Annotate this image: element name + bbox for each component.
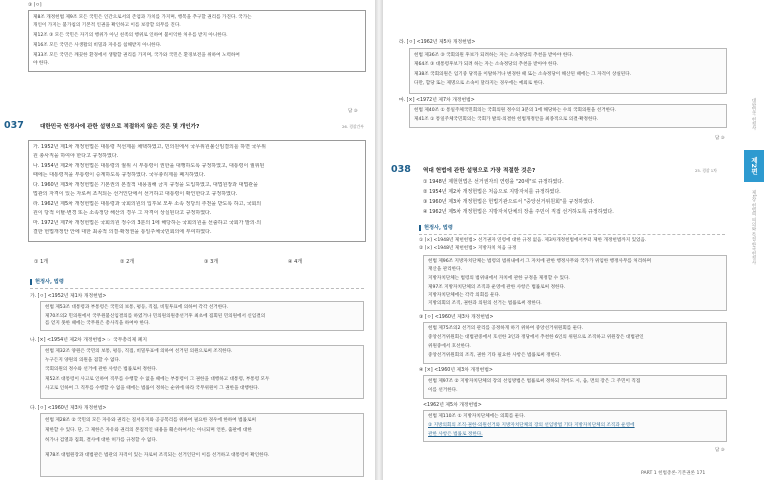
note-ma: 마. [×] <1972년 제7차 개정헌법> xyxy=(399,98,475,103)
law-line: 지방자치단체는 법령의 범위내에서 자치에 관한 규정을 제정할 수 있다. xyxy=(428,276,570,281)
left-page xyxy=(0,0,375,480)
page-gutter xyxy=(375,0,383,480)
section-title xyxy=(419,224,453,231)
law-line: 헌법 제110조 ① 지방자치단체에는 의회를 둔다. xyxy=(428,414,526,419)
law-line: 허가나 검열과 집회, 결사에 대한 허가를 규정할 수 없다. xyxy=(45,438,158,443)
law-box-ga xyxy=(40,301,364,331)
law-line: 누구든지 양원의 의원을 겸할 수 없다. xyxy=(45,358,121,363)
law-line: 헌법 제40조 ① 통일주체국민회의는 국회의원 정수의 3분의 1에 해당하는 수의 국회의원을 선거한다. xyxy=(414,108,616,113)
note-1: ① [×] <1948년 제헌헌법> 선거권자 연령에 대한 규정 없음. 제3차개정헌법에서부터 제한 개정헌법까지 있었음. xyxy=(419,238,647,243)
option-2[interactable]: ② 2개 xyxy=(120,259,135,265)
law-line: 중앙선거위원회는 대법관중에서 호선한 3인과 정당에서 추천한 6인의 위원으로 조직하고 위원장은 대법관인 xyxy=(428,335,644,340)
section-title-text: 헌정사, 법령 xyxy=(35,279,64,285)
law-line: 제64조 ③ 대통령후보가 되려 하는 자는 소속정당의 추천을 받아야 한다. xyxy=(414,62,559,67)
question-text: 대한민국 헌정사에 관한 설명으로 적절하지 않은 것은 몇 개인가? xyxy=(40,124,200,130)
item-line: 때에는 대통령직을 부통령이 승계하도록 규정하였다. 국무총리제를 폐지하였다. xyxy=(33,172,206,178)
law-line: ② 지방의회의 조직·권한·의원선거와 지방자치단체의 장의 선임방법 기타 지방자치단체의 조직과 운영에 xyxy=(428,423,635,428)
section-bar xyxy=(419,225,421,231)
law-line: 헌법 제96조 지방자치단체는 법령의 범위내에서 그 자치에 관한 행정사무와 국가가 위임한 행정사무를 처리하며 xyxy=(428,259,652,264)
law-line: 제38조 국회의원은 임기중 당적을 이탈하거나 변경한 때 또는 소속정당이 해산된 때에는 그 자격이 상실된다. xyxy=(414,72,632,77)
option-1[interactable]: ① 1개 xyxy=(34,259,49,265)
note-2: ② [×] <1948년 제헌헌법> 지방자치 처음 규정 xyxy=(419,246,517,251)
law-line: 헌법 제53조 대통령과 부통령은 국민의 보통, 평등, 직접, 비밀투표에 의하여 각각 선거한다. xyxy=(45,305,229,310)
law-box-ma xyxy=(409,104,727,128)
law-line: 사고로 인하여 그 직무를 수행할 수 없을 때에는 법률이 정하는 순위에 따라 국무위원이 그 권한을 대행한다. xyxy=(45,386,260,391)
law-line: 지방의회의 조직, 권한과 의원의 선거는 법률로써 정한다. xyxy=(428,301,542,306)
note-ga: 가. [ㅇ] <1952년 제1차 개정헌법> xyxy=(30,294,107,299)
option-1[interactable]: ① 1948년 제헌헌법은 선거권자의 연령을 "20세"로 규정하였다. xyxy=(423,179,564,185)
law-line: 중앙선거위원회의 조직, 권한 기타 필요한 사항은 법률로써 정한다. xyxy=(428,353,561,358)
right-page xyxy=(383,0,775,480)
law-line: 제41조 ① 통일주체국민회의는 국회가 발의·의결한 헌법개정안을 최종적으로 의결·확정한다. xyxy=(414,117,599,122)
top-answer: ③ [ㅇ] xyxy=(28,3,42,8)
item-line: 다. 1960년 제3차 개정헌법은 기본권의 본질적 내용침해 금지 규정을 도입하였고, 대법원장과 대법관을 xyxy=(33,182,258,188)
law-line: 관한 사항은 법률로 정한다. xyxy=(428,432,483,437)
item-line: 원이 당적 이탈·변경 또는 소속정당 해산의 경우 그 자격이 상실된다고 규정하였다. xyxy=(33,210,212,216)
law-line: 다만, 합당 또는 제명으로 소속이 달라지는 경우에는 예외로 한다. xyxy=(414,81,544,86)
law-line: 헌법 제75조의2 선거의 관리를 공정하게 하기 위하여 중앙선거위원회를 둔다. xyxy=(428,326,584,331)
law-line: 제52조 대통령이 사고로 인하여 직무를 수행할 수 없을 때에는 부통령이 그 권한을 대행하고 대통령, 부통령 모두 xyxy=(45,377,270,382)
divider xyxy=(30,288,364,289)
law-line: 이를 선거한다. xyxy=(428,388,458,393)
note-4: ④ [×] <1960년 제3차 개정헌법> xyxy=(419,368,493,373)
law-line: 헌법 제97조 ② 지방자치단체의 장의 선임방법은 법률로써 정하되 적어도 시, 읍, 면의 장은 그 주민이 직접 xyxy=(428,379,641,384)
law-line: 제한할 수 있다. 단, 그 제한은 자유와 권리의 본질적인 내용을 훼손하여서는 아니되며 언론, 출판에 대한 xyxy=(45,428,252,433)
law-line: 제16조 모든 국민은 사생활의 비밀과 자유를 침해받지 아니한다. xyxy=(33,43,162,48)
section-title-text: 헌정사, 법령 xyxy=(424,225,453,231)
law-line: 제97조 지방자치단체의 조직과 운영에 관한 사항은 법률로써 정한다. xyxy=(428,285,566,290)
law-line: 개인이 가지는 불가침의 기본적 인권을 확인하고 이를 보장할 의무를 진다. xyxy=(33,23,181,28)
law-line: 제70조의2 민의원에서 국무원불신임결의를 하였거나 민의원의원총선거후 최초에 집회된 민의원에서 신임결의 xyxy=(45,314,266,319)
question-text: 역대 헌법에 관한 설명으로 가장 적절한 것은? xyxy=(423,168,536,174)
law-line: 지방자치단체에는 각각 의회를 둔다. xyxy=(428,293,501,298)
law-box-1 xyxy=(423,255,727,311)
question-items-box xyxy=(28,140,366,242)
item-line: 법관의 자격이 있는 자로써 조직되는 선거인단에서 선거하고 대통령이 확인한다고 규정하였다. xyxy=(33,191,238,197)
law-line: 제12조 ③ 모든 국민은 자기의 행위가 아닌 친족의 행위로 인하여 불이익한 처우를 받지 아니한다. xyxy=(33,33,228,38)
question-number: 038 xyxy=(391,164,411,175)
law-line: 국회의원의 정수와 선거에 관한 사항은 법률로써 정한다. xyxy=(45,367,158,372)
note-ra: 라. [ㅇ] <1962년 제5차 개정헌법> xyxy=(399,40,476,45)
item-line: 나. 1954년 제2차 개정헌법은 대통령의 궐위 시 부통령이 권한을 대행하도록 규정하였고, 대통령이 궐위된 xyxy=(33,163,265,169)
law-line: 를 얻지 못한 때에는 국무원은 총사직을 하여야 한다. xyxy=(45,321,150,326)
note-5: <1962년 제5차 개정헌법> xyxy=(423,403,482,408)
law-line: 재산을 관리한다. xyxy=(428,267,462,272)
law-line: 제8조 개정헌법 제9조 모든 국민은 인간으로서의 존엄과 가치를 가지며, 행복을 추구할 권리를 가진다. 국가는 xyxy=(33,15,252,20)
question-source: 25. 경찰 1차 xyxy=(695,168,717,173)
law-line: 헌법 제36조 ③ 국회의원 후보가 되려하는 자는 소속정당의 추천을 받아야 한다. xyxy=(414,53,574,58)
side-tab[interactable]: 제2편 xyxy=(744,150,764,182)
answer-mark: 답 ③ xyxy=(715,136,725,141)
law-box-top xyxy=(28,10,366,72)
section-bar xyxy=(30,279,32,285)
note-na: 나. [×] <1954년 제2차 개정헌법> ☞ 국무총리제 폐지 xyxy=(30,338,148,343)
question-number: 037 xyxy=(4,120,24,131)
option-4[interactable]: ④ 1962년 제5차 개정헌법은 지방자치단체의 장을 주민이 직접 선거하도록 규정하였다. xyxy=(423,209,614,215)
law-box-4 xyxy=(423,410,727,442)
law-line: 위원중에서 호선한다. xyxy=(428,344,471,349)
question-source: 26. 경찰간부 xyxy=(342,124,364,129)
law-line: 야 한다. xyxy=(33,61,50,66)
answer-mark: 답 ③ xyxy=(715,448,725,453)
note-3: ③ [ㅇ] <1960년 제3차 개정헌법> xyxy=(419,315,494,320)
option-3[interactable]: ③ 3개 xyxy=(204,259,219,265)
item-line: 결한 헌법개정안 안에 대한 최종적 의결·확정권을 통일주체국민회의에 부여하였다. xyxy=(33,229,212,235)
page-footer: PART 1 헌법총론·기본권론 171 xyxy=(641,471,706,476)
answer-mark: 답 ③ xyxy=(348,109,358,114)
item-line: 라. 1962년 제5차 개정헌법은 대통령과 국회의원의 입후보 모두 소속 정당의 추천을 받도록 하고, 국회의 xyxy=(33,201,262,207)
option-2[interactable]: ② 1954년 제2차 개정헌법은 처음으로 지방자치를 규정하였다. xyxy=(423,189,561,195)
item-line: 원 총사직을 하여야 한다고 규정하였다. xyxy=(33,153,119,159)
option-3[interactable]: ③ 1960년 제3차 개정헌법은 헌법기관으로서 "중앙선거위원회"를 규정하였다. xyxy=(423,199,595,205)
law-line: 헌법 제32조 양원은 국민의 보통, 평등, 직접, 비밀투표에 의하여 선거된 의원으로써 조직한다. xyxy=(45,349,233,354)
option-4[interactable]: ④ 4개 xyxy=(288,259,303,265)
law-box-na xyxy=(40,345,364,399)
item-line: 가. 1952년 제1차 개정헌법은 대통령 직선제를 채택하였고, 민의원에서 국무위원불신임결의를 하면 국무위 xyxy=(33,144,267,150)
law-line: 제33조 모든 국민은 깨끗한 환경에서 생활할 권리를 가지며, 국가와 국민은 환경보전을 위하여 노력하여 xyxy=(33,53,240,58)
side-label-top: 대한민국 헌정사 xyxy=(751,98,756,131)
item-line: 마. 1972년 제7차 개정헌법은 국회의원 정수의 3분의 1에 해당하는 국회의원을 선출하고 국회가 발의·의 xyxy=(33,220,262,226)
law-box-ra xyxy=(409,48,727,94)
side-label-lower: 제1장 헌법의 의의와 특질·한국헌정사 xyxy=(751,190,756,265)
section-title xyxy=(30,278,64,285)
note-da: 다. [ㅇ] <1960년 제3차 개정헌법> xyxy=(30,406,107,411)
law-box-3 xyxy=(423,375,727,399)
law-box-da xyxy=(40,413,364,477)
law-box-2 xyxy=(423,322,727,364)
divider xyxy=(419,234,725,235)
law-line: 제78조 대법원장과 대법관은 법관의 자격이 있는 자로써 조직되는 선거인단이 이를 선거하고 대통령이 확인한다. xyxy=(45,453,270,458)
law-line: 헌법 제28조 ② 국민의 모든 자유와 권리는 질서유지와 공공복리를 위하여 필요한 경우에 한하여 법률로써 xyxy=(45,418,256,423)
